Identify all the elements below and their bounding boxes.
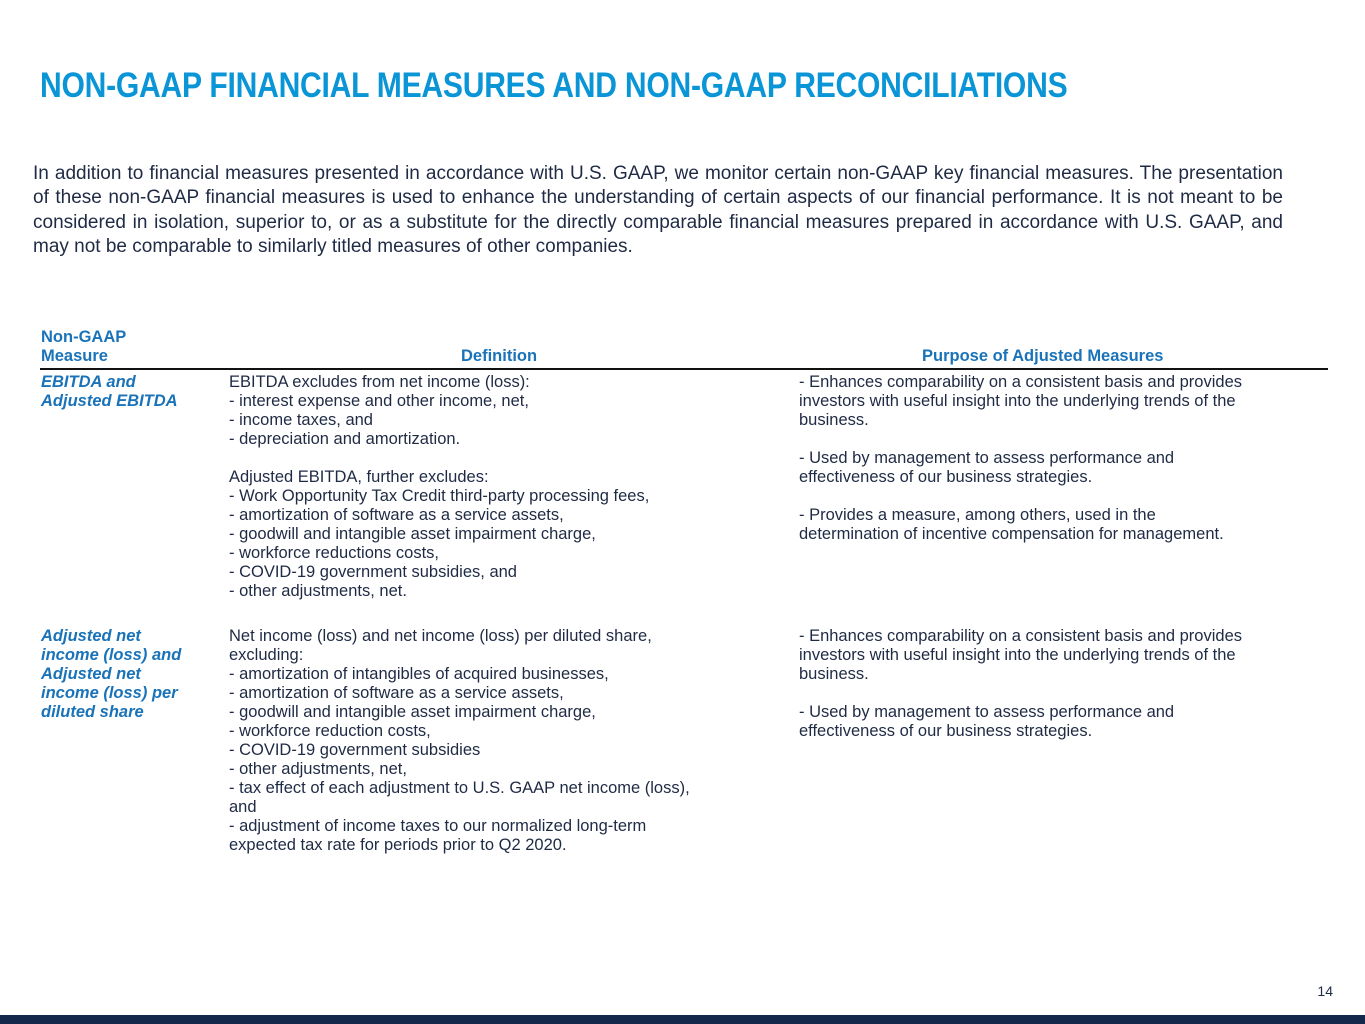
purpose-cell xyxy=(799,627,1324,741)
purpose-line: effectiveness of our business strategies. xyxy=(799,722,1093,740)
definition-line: - goodwill and intangible asset impairment charge, xyxy=(229,703,596,721)
definition-line: - amortization of software as a service assets, xyxy=(229,506,564,524)
purpose-cell xyxy=(799,373,1324,544)
header-measure xyxy=(41,328,191,366)
spacer xyxy=(229,449,789,468)
definition-line: - workforce reductions costs, xyxy=(229,544,439,562)
purpose-line: business. xyxy=(799,411,869,429)
measure-line: income (loss) per xyxy=(41,684,178,702)
definition-line: - goodwill and intangible asset impairment charge, xyxy=(229,525,596,543)
definition-line: - depreciation and amortization. xyxy=(229,430,461,448)
definition-cell xyxy=(229,627,789,855)
purpose-line: - Used by management to assess performance and xyxy=(799,703,1175,721)
definition-line: - interest expense and other income, net, xyxy=(229,392,529,410)
definition-line: - amortization of intangibles of acquired businesses, xyxy=(229,665,609,683)
table-header xyxy=(40,327,1328,370)
intro-paragraph: In addition to financial measures presented in accordance with U.S. GAAP, we monitor certain non-GAAP key financial measures. The presentation of these non-GAAP financial measures is used to enhance the understanding of certain aspects of our financial performance. It is not meant to be considered in isolation, superior to, or as a substitute for the directly comparable financial measures prepared in accordance with U.S. GAAP, and may not be comparable to similarly titled measures of other companies. xyxy=(33,163,1283,257)
header-measure-line1: Non-GAAP xyxy=(41,328,127,346)
purpose-line: effectiveness of our business strategies. xyxy=(799,468,1093,486)
purpose-line: business. xyxy=(799,665,869,683)
header-purpose: Purpose of Adjusted Measures xyxy=(922,347,1164,365)
definition-line: - other adjustments, net, xyxy=(229,760,407,778)
purpose-line: investors with useful insight into the underlying trends of the xyxy=(799,392,1236,410)
purpose-line: investors with useful insight into the underlying trends of the xyxy=(799,646,1236,664)
definition-line: Net income (loss) and net income (loss) per diluted share, xyxy=(229,627,652,645)
non-gaap-measures-table xyxy=(40,327,1328,867)
purpose-line: - Enhances comparability on a consistent basis and provides xyxy=(799,373,1242,391)
purpose-line: - Enhances comparability on a consistent basis and provides xyxy=(799,627,1242,645)
page-number: 14 xyxy=(1317,983,1333,999)
definition-line: and xyxy=(229,798,257,816)
measure-cell xyxy=(41,627,221,722)
purpose-line: - Provides a measure, among others, used in the xyxy=(799,506,1156,524)
header-definition: Definition xyxy=(461,347,538,365)
definition-line: - workforce reduction costs, xyxy=(229,722,431,740)
spacer xyxy=(799,430,1324,449)
definition-line: - Work Opportunity Tax Credit third-party processing fees, xyxy=(229,487,650,505)
measure-line: Adjusted net xyxy=(41,665,141,683)
definition-cell xyxy=(229,373,789,601)
measure-line: income (loss) and xyxy=(41,646,182,664)
measure-line: Adjusted EBITDA xyxy=(41,392,178,410)
table-row-adjusted-net-income xyxy=(40,627,1328,867)
spacer xyxy=(799,684,1324,703)
table-row-ebitda xyxy=(40,373,1328,627)
definition-line: - amortization of software as a service assets, xyxy=(229,684,564,702)
spacer xyxy=(799,487,1324,506)
definition-line: - income taxes, and xyxy=(229,411,373,429)
definition-line: - other adjustments, net. xyxy=(229,582,407,600)
footer-bar xyxy=(0,1015,1365,1024)
measure-cell xyxy=(41,373,221,411)
measure-line: Adjusted net xyxy=(41,627,141,645)
definition-line: - adjustment of income taxes to our normalized long-term xyxy=(229,817,647,835)
definition-line: - tax effect of each adjustment to U.S. GAAP net income (loss), xyxy=(229,779,690,797)
purpose-line: determination of incentive compensation for management. xyxy=(799,525,1224,543)
header-measure-line2: Measure xyxy=(41,347,108,365)
definition-line: Adjusted EBITDA, further excludes: xyxy=(229,468,489,486)
definition-line: EBITDA excludes from net income (loss): xyxy=(229,373,530,391)
definition-line: - COVID-19 government subsidies xyxy=(229,741,481,759)
definition-line: excluding: xyxy=(229,646,304,664)
definition-line: - COVID-19 government subsidies, and xyxy=(229,563,517,581)
measure-line: EBITDA and xyxy=(41,373,136,391)
page-title: NON-GAAP FINANCIAL MEASURES AND NON-GAAP RECONCILIATIONS xyxy=(40,66,1068,105)
purpose-line: - Used by management to assess performance and xyxy=(799,449,1175,467)
definition-line: expected tax rate for periods prior to Q2 2020. xyxy=(229,836,567,854)
measure-line: diluted share xyxy=(41,703,144,721)
